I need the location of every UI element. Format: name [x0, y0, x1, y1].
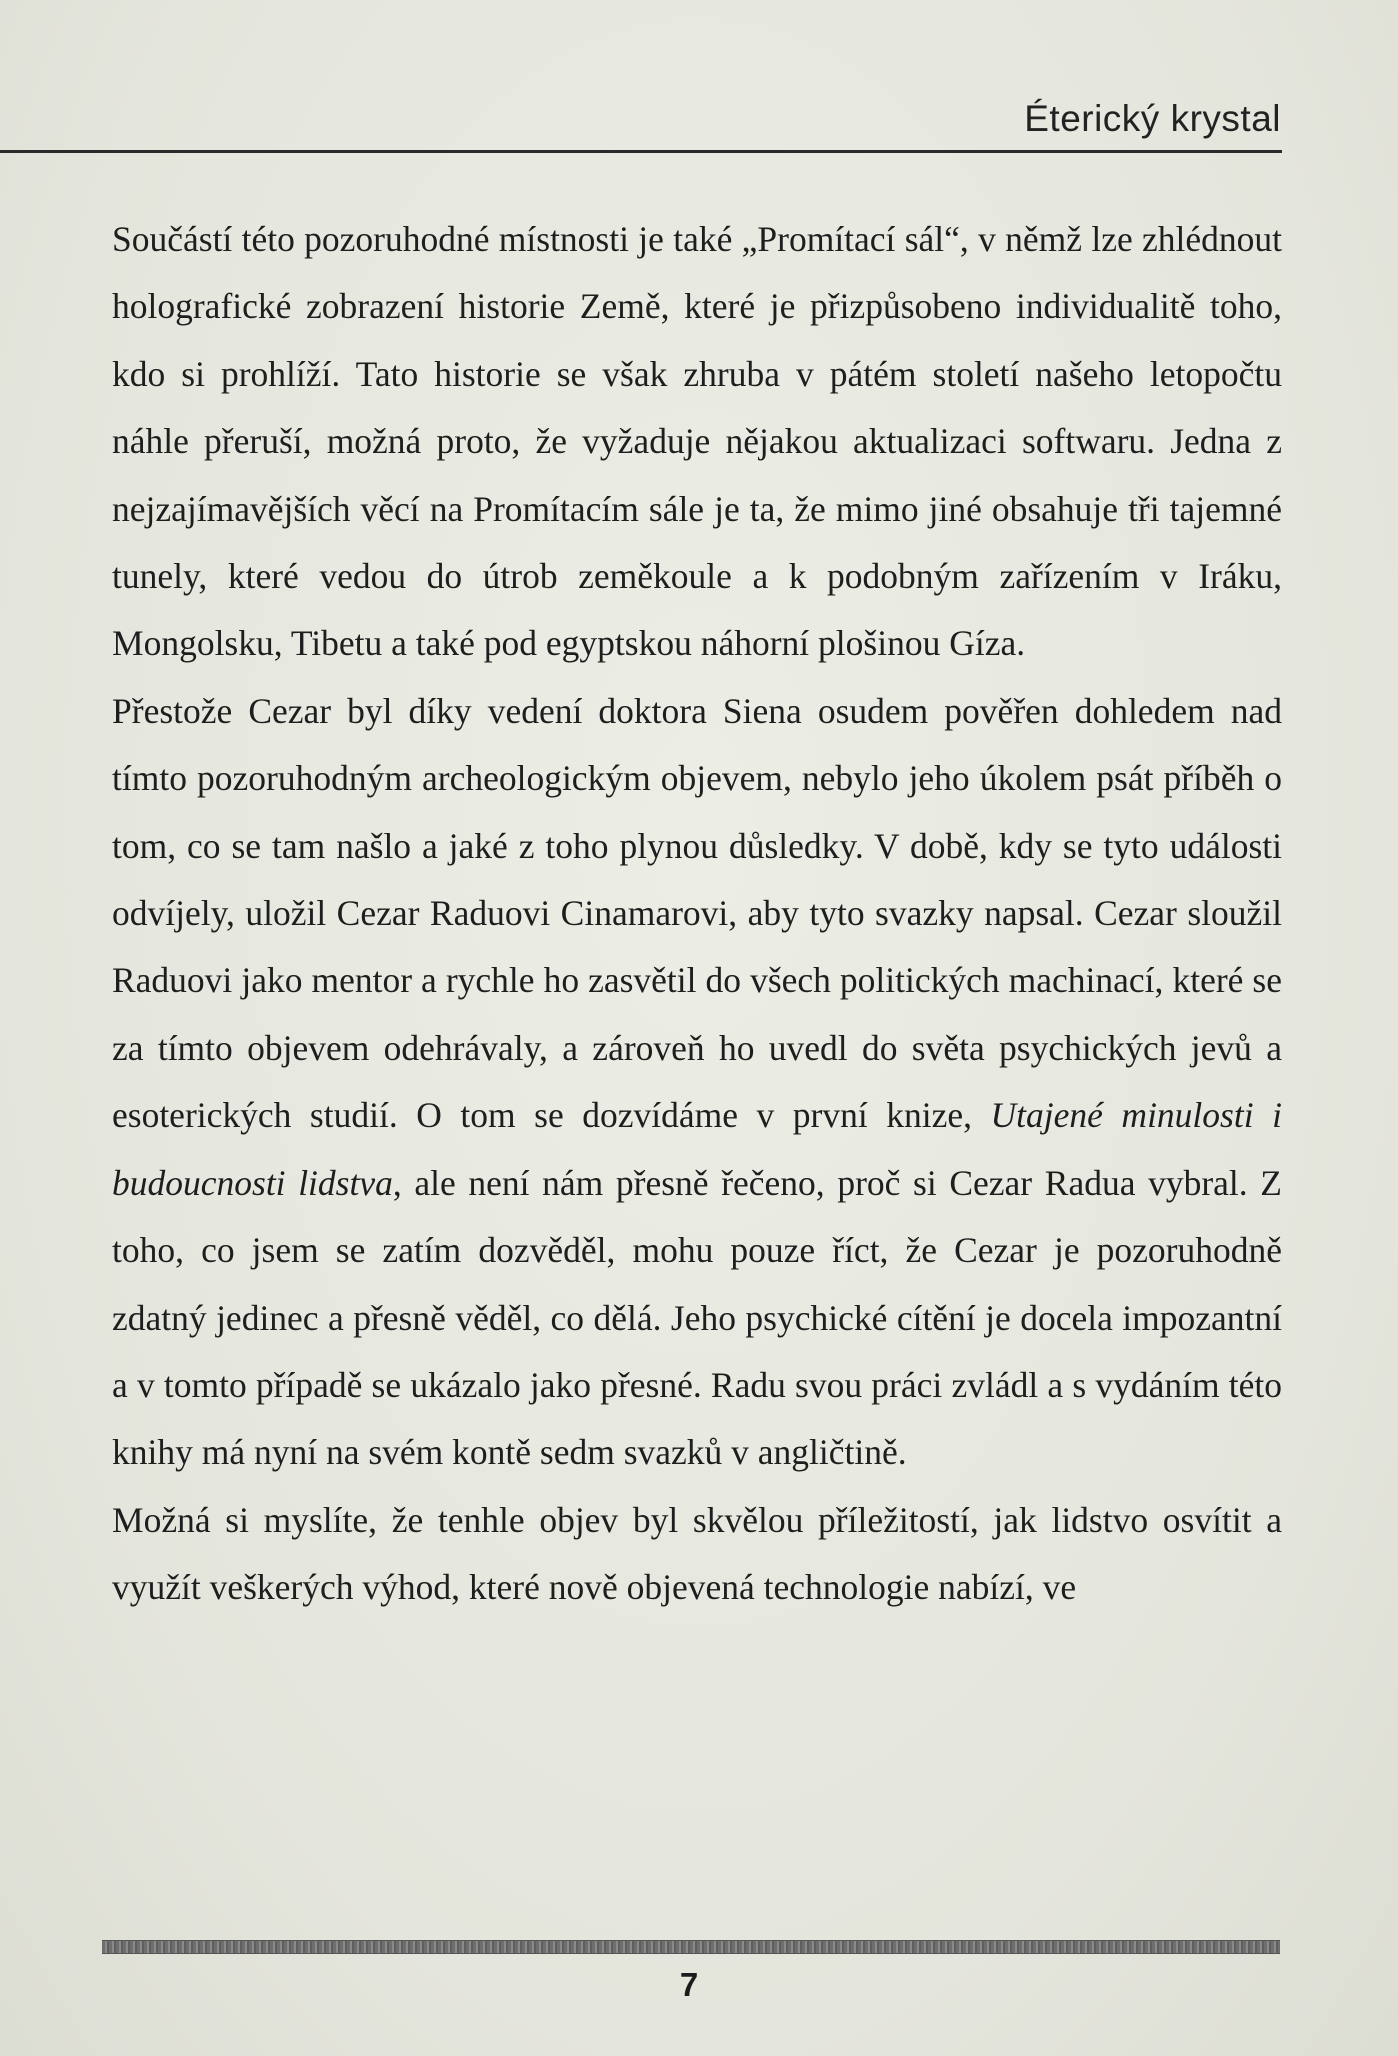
- page-number: 7: [679, 1966, 699, 2003]
- book-title-italic: Utajené minulosti i budoucnosti lidstva: [112, 1095, 1282, 1203]
- paragraph-1: Součástí této pozoruhodné místnosti je také „Promítací sál“, v němž lze zhlédnout holografické zobrazení historie Země, které je přizpůsobeno individualitě toho, kdo si prohlíží. Tato historie se však zhruba v pátém století našeho letopočtu náhle přeruší, možná proto, že vyžaduje nějakou aktualizaci softwaru. Jedna z nejzajímavějších věcí na Promítacím sále je ta, že mimo jiné obsahuje tři tajemné tunely, které vedou do útrob zeměkoule a k podobným zařízením v Iráku, Mongolsku, Tibetu a také pod egyptskou náhorní plošinou Gíza.: [112, 219, 1282, 664]
- header-rule: [0, 150, 1282, 153]
- footer-rule: [102, 1940, 1280, 1954]
- paragraph-2-text-a: Přestože Cezar byl díky vedení doktora Siena osudem pověřen dohledem nad tímto pozoruhodným archeologickým objevem, nebylo jeho úkolem psát příběh o tom, co se tam našlo a jaké z toho plynou důsledky. V době, kdy se tyto události odvíjely, uložil Cezar Raduovi Cinamarovi, aby tyto svazky napsal. Cezar sloužil Raduovi jako mentor a rychle ho zasvětil do všech politických machinací, které se za tímto objevem odehrávaly, a zároveň ho uvedl do světa psychických jevů a esoterických studií. O tom se dozvídáme v první knize,: [112, 690, 1282, 1136]
- running-title: Éterický krystal: [1024, 98, 1281, 139]
- paragraph-2: [112, 678, 1282, 1487]
- body-text: [112, 206, 1282, 1622]
- paragraph-2-text-b: , ale není nám přesně řečeno, proč si Cezar Radua vybral. Z toho, co jsem se zatím dozvěděl, mohu pouze říct, že Cezar je pozoruhodně zdatný jedinec a přesně věděl, co dělá. Jeho psychické cítění je docela impozantní a v tomto případě se ukázalo jako přesné. Radu svou práci zvládl a s vydáním této knihy má nyní na svém kontě sedm svazků v angličtině.: [112, 1162, 1282, 1473]
- paragraph-3: Možná si myslíte, že tenhle objev byl skvělou příležitostí, jak lidstvo osvítit a využít veškerých výhod, které nově objevená technologie nabízí, ve: [112, 1499, 1282, 1608]
